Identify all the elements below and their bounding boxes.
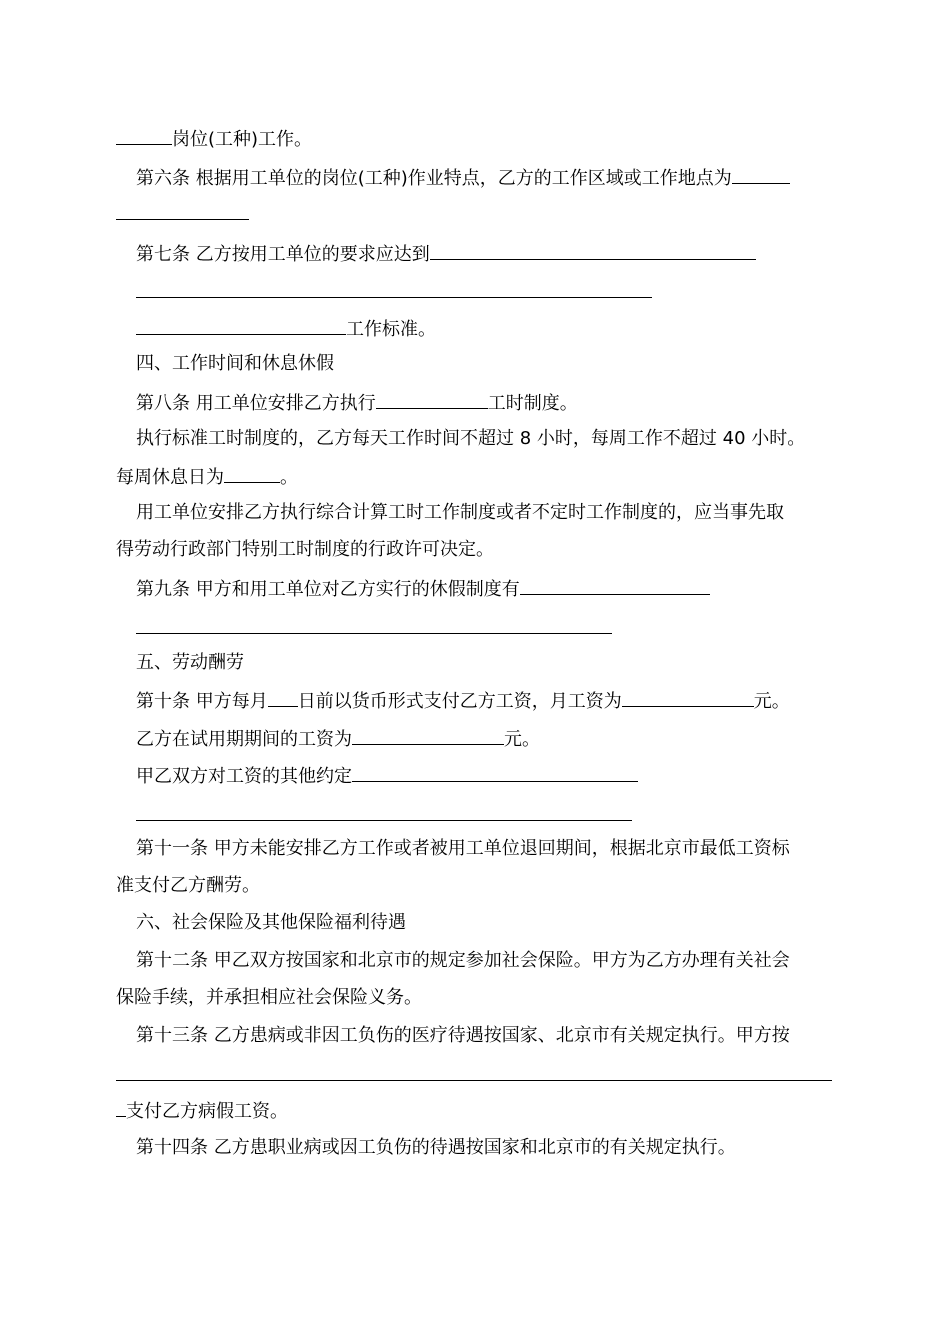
other-salary-terms-cont [136, 803, 854, 825]
article-7 [136, 242, 854, 264]
text: 每周休息日为 [116, 467, 224, 488]
text: 日前以货币形式支付乙方工资，月工资为 [297, 691, 622, 712]
blank-field[interactable] [116, 1099, 126, 1117]
paragraph-standard-hours [136, 428, 854, 450]
article-9-cont [136, 616, 854, 638]
blank-field[interactable] [136, 317, 346, 335]
text: 第九条 甲方和用工单位对乙方实行的休假制度有 [136, 579, 520, 600]
text: 第十一条 甲方未能安排乙方工作或者被用工单位退回期间，根据北京市最低工资标 [136, 838, 790, 859]
blank-field[interactable] [136, 616, 612, 634]
text: 保险手续，并承担相应社会保险义务。 [116, 987, 422, 1008]
text: 五、劳动酬劳 [136, 652, 244, 673]
text: 乙方在试用期期间的工资为 [136, 729, 352, 750]
article-12-cont [116, 987, 834, 1009]
text: 甲乙双方对工资的其他约定 [136, 766, 352, 787]
text: 第七条 乙方按用工单位的要求应达到 [136, 244, 430, 265]
blank-field[interactable] [136, 280, 652, 298]
section-4-heading [136, 353, 854, 375]
blank-field[interactable] [116, 127, 172, 145]
text: 准支付乙方酬劳。 [116, 875, 260, 896]
article-10 [136, 689, 854, 711]
article-8 [136, 391, 854, 413]
paragraph-flex-hours-cont [116, 539, 834, 561]
text: 岗位(工种)工作。 [172, 129, 313, 150]
blank-field[interactable] [352, 764, 638, 782]
article-7-end [136, 317, 854, 339]
article-11 [136, 838, 854, 860]
blank-field[interactable] [622, 689, 754, 707]
blank-field[interactable] [116, 1063, 832, 1081]
article-13-end [116, 1099, 834, 1121]
blank-field[interactable] [376, 391, 488, 409]
text: 第十三条 乙方患病或非因工负伤的医疗待遇按国家、北京市有关规定执行。甲方按 [136, 1025, 790, 1046]
blank-field[interactable] [430, 242, 756, 260]
article-13 [136, 1025, 854, 1047]
text: 第六条 根据用工单位的岗位(工种)作业特点，乙方的工作区域或工作地点为 [136, 168, 732, 189]
blank-field[interactable] [520, 577, 710, 595]
text: 用工单位安排乙方执行综合计算工时工作制度或者不定时工作制度的，应当事先取 [136, 502, 784, 523]
paragraph-rest-day [116, 465, 834, 487]
section-6-heading [136, 912, 854, 934]
text: 。 [280, 467, 298, 488]
text: 支付乙方病假工资。 [126, 1101, 288, 1122]
article-13-blank [116, 1063, 834, 1085]
text: 第八条 用工单位安排乙方执行 [136, 393, 376, 414]
text: 第十二条 甲乙双方按国家和北京市的规定参加社会保险。甲方为乙方办理有关社会 [136, 950, 790, 971]
other-salary-terms [136, 764, 854, 786]
text: 元。 [504, 729, 540, 750]
section-5-heading [136, 652, 854, 674]
probation-salary [136, 727, 854, 749]
article-6 [136, 166, 854, 188]
article-7-cont [136, 280, 854, 302]
blank-field[interactable] [136, 803, 632, 821]
article-9 [136, 577, 854, 599]
text: 第十四条 乙方患职业病或因工负伤的待遇按国家和北京市的有关规定执行。 [136, 1137, 736, 1158]
article-11-cont [116, 875, 834, 897]
article-6-cont [116, 202, 834, 224]
text: 得劳动行政部门特别工时制度的行政许可决定。 [116, 539, 494, 560]
text: 工时制度。 [487, 393, 578, 414]
article-14 [136, 1137, 854, 1159]
blank-field[interactable] [352, 727, 504, 745]
blank-field[interactable] [116, 202, 249, 220]
text: 六、社会保险及其他保险福利待遇 [136, 912, 406, 933]
article-12 [136, 950, 854, 972]
blank-field[interactable] [268, 689, 298, 707]
text: 元。 [753, 691, 790, 712]
blank-field[interactable] [224, 465, 280, 483]
text: 四、工作时间和休息休假 [136, 353, 334, 374]
paragraph-flex-hours [136, 502, 854, 524]
text: 第十条 甲方每月 [136, 691, 268, 712]
text: 工作标准。 [346, 319, 436, 340]
text: 执行标准工时制度的，乙方每天工作时间不超过 8 小时，每周工作不超过 40 小时。 [136, 428, 806, 449]
blank-field[interactable] [732, 166, 790, 184]
line-1 [116, 127, 834, 149]
